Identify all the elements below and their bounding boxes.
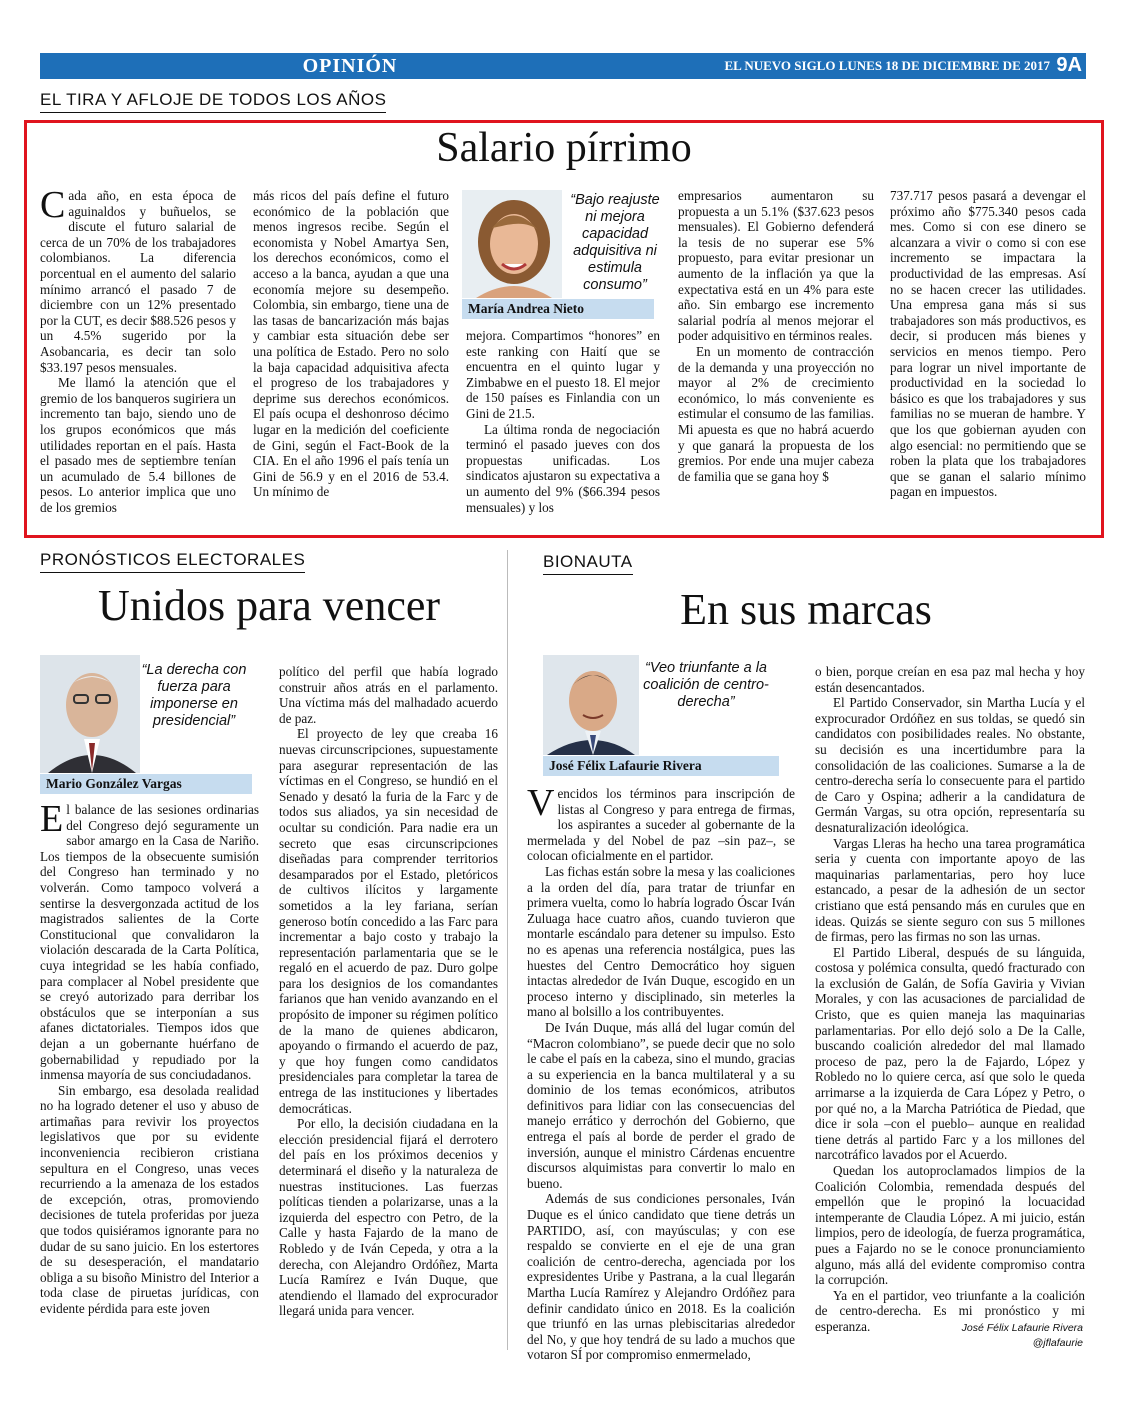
article2-col2-paragraph: El proyecto de ley que creaba 16 nuevas circunscripciones, supuestamente para asegurar representación de las víctimas en el Congreso, se hundió en el Senado y desató la furia de la Farc y de todos sus aliados, ya sin necesidad de ocultar su condición. Para nadie era un secreto que esas circunscripciones diseñadas para comprender territorios desamparados por el Estado, pletóricos de cultivos ilícitos y largamente sometidos a la ley fariana, serían generoso botín concedido a las Farc para incrementar a bajo costo y trabajo la representación parlamentaria que se le regaló en el acuerdo de paz. Duro golpe para los designios de los comandantes farianos que han venido avanzando en el propósito de imponer su régimen político de la mano de quienes abdicaron, apoyando o firmando el acuerdo de paz, y que hoy fungen como candidatos presidenciales para completar la tarea de entrega de las instituciones y libertades democráticas. <box>279 726 498 1116</box>
article2-col1-lead: l balance de las sesiones ordinarias del Congreso dejó seguramente un sabor amargo en la Casa de Nariño. Los tiempos de la obsecuente sumisión del Congreso han terminado y no volverán. Como tampoco volverá a sentirse la desvergonzada actitud de los magistrados salientes de la Corte Constitucional que convalidaron la violación descarada de la Carta Política, cuya integridad se les había confiado, para complacer al Nobel presidente que se creyó autorizado para derribar los obstáculos que se interponían a sus afanes dictatoriales. Tiempos idos que dejan a un gobernante huérfano de gobernabilidad y repudiado por la inmensa mayoría de sus conciudadanos. <box>40 802 259 1083</box>
article1-column-2 <box>253 188 449 520</box>
article3-col2-paragraph: Ya en el partidor, veo triunfante a la coalición de centro-derecha. Es mi pronóstico y mi esperanza. <box>815 1287 1085 1334</box>
article3-author-byline: José Félix Lafaurie Rivera <box>543 756 779 776</box>
article2-column-2 <box>279 664 498 1350</box>
article1-col2-paragraph: más ricos del país define el futuro económico de la población que menos ingresos recibe. Según el economista y Nobel Amartya Sen, los derechos económicos, como el acceso a la banca, ayudan a que una economía mejore su desempeño. Colombia, sin embargo, tiene una de las tasas de bancarización más bajas y cambiar esta situación debe ser una política de Estado. Pero no solo la baja capacidad adquisitiva afecta el progreso de los trabajadores y deprime sus derechos económicos. El país ocupa el deshonroso décimo lugar en la medición del coeficiente de Gini, según el Fact-Book de la CIA. En el año 1996 el país tenía un Gini de 56.9 y en el 2016 de 53.4. Un mínimo de <box>253 188 449 500</box>
article2-col1-paragraph: Sin embargo, esa desolada realidad no ha logrado detener el uso y abuso de artimañas para revivir los proyectos legislativos que por su evidente inconveniencia recibieron cristiana sepultura en el Congreso, unas veces recurriendo a la amenaza de los estados de excepción, otras, promoviendo decisiones de tutela proferidas por jueza que todos quisiéramos ignorante para no dudar de su sano juicio. En los estertores de su desesperación, el mandatario obliga a su bisoño Ministro del Interior a toda clase de piruetas jurídicas, con evidente pérdida para este joven <box>40 1082 259 1316</box>
article1-headline: Salario pírrimo <box>436 125 692 171</box>
author-portrait-icon <box>40 655 140 773</box>
article1-author-photo <box>462 190 562 298</box>
article2-column-1 <box>40 798 259 1350</box>
author-portrait-icon <box>462 190 562 298</box>
masthead-bar <box>40 53 1086 79</box>
article1-dropcap: C <box>40 184 66 226</box>
article3-col2-paragraph: El Partido Conservador, sin Martha Lucía y el exprocurador Ordóñez en sus toldas, se quedó sin candidatos con posibilidades reales. No obstante, su decisión es una incertidumbre para la consolidación de las coaliciones. Sumarse a la de centro-derecha sería lo consecuente para el partido de Caro y Ospina; adherir a la candidatura de Germán Vargas, su otra opción, representaría su desnaturalización ideológica. <box>815 695 1085 835</box>
article3-kicker: BIONAUTA <box>543 552 633 575</box>
article3-col2-paragraph: Quedan los autoproclamados limpios de la Coalición Colombia, remendada después del empellón que le propinó la locuacidad intemperante de Claudia López. A mi juicio, están limpios, pero de ideología, de fuerza programática, pues a Fajardo no se le conoce pronunciamiento alguno, más allá del evidente compromiso contra la corrupción. <box>815 1163 1085 1288</box>
article2-author-byline: Mario González Vargas <box>40 774 252 794</box>
article1-col3-paragraph: mejora. Compartimos “honores” en este ranking con Haití que se encuentra en el quinto lugar y Zimbabwe en el puesto 18. El mejor de 150 países es Finlandia con un Gini de 21.5. <box>466 328 660 421</box>
article1-pull-quote: “Bajo reajuste ni mejora capacidad adquisitiva ni estimula consumo” <box>570 192 660 293</box>
article2-headline: Unidos para vencer <box>97 581 441 630</box>
article3-col1-lead: encidos los términos para inscripción de listas al Congreso y para entrega de firmas, los aspirantes a suceder al gobernante de la mermelada y del Nobel de paz –sin paz–, se colocan oficialmente en el partidor. <box>527 786 795 864</box>
article2-col2-paragraph: Por ello, la decisión ciudadana en la elección presidencial fijará el derrotero del país en los próximos decenios y determinará el diseño y la naturaleza de nuestras instituciones. Las fuerzas políticas tienden a polarizarse, unas a la izquierda del espectro con Petro, de la Calle y hasta Fajardo de la mano de Robledo y de Iván Cepeda, y otra a la derecha, con Alejandro Ordóñez, Marta Lucía Ramírez e Iván Duque, que atendiendo el llamado del exprocurador llegará unida para vencer. <box>279 1116 498 1319</box>
article3-pull-quote: “Veo triunfante a la coalición de centro-derecha” <box>643 660 769 710</box>
article2-dropcap: E <box>40 798 64 840</box>
article1-column-5 <box>890 188 1086 520</box>
article3-col1-paragraph: Además de sus condiciones personales, Iván Duque es el único candidato que tiene detrás un PARTIDO, así, con mayúsculas; y con ese respaldo se convierte en el eje de una gran coalición de centro-derecha, agenciada por los expresidentes Uribe y Pastrana, a la cual llegarán Martha Lucía Ramírez y Alejandro Ordóñez para definir candidato único en 2018. Es la coalición que triunfó en las urnas plebiscitarias alrededor del No, y que hoy tendrá de su lado a muchos que votaron SÍ por compromiso enmermelado, <box>527 1191 795 1363</box>
author-portrait-icon <box>543 655 639 755</box>
article3-dropcap: V <box>527 782 555 824</box>
article1-kicker: EL TIRA Y AFLOJE DE TODOS LOS AÑOS <box>40 90 386 113</box>
article3-author-photo <box>543 655 639 755</box>
article2-col2-paragraph: político del perfil que había logrado construir años atrás en el parlamento. Una víctima más del malhadado acuerdo de paz. <box>279 664 498 726</box>
article2-kicker: PRONÓSTICOS ELECTORALES <box>40 550 305 573</box>
page-number: 9A <box>1056 54 1082 76</box>
article1-col4-paragraph: En un momento de contracción de la demanda y una proyección no mayor al 2% de crecimiento económico, lo más conveniente es estimular el consumo de las familias. Mi apuesta es que no habrá acuerdo y que ganará la propuesta de los gremios. Por ende una mujer cabeza de familia que se gana hoy $ <box>678 343 874 484</box>
article3-col2-paragraph: El Partido Liberal, después de su lánguida, costosa y polémica consulta, quedó fracturado con la exclusión de Galán, de Sofía Gaviria y Vivian Morales, y con las acusaciones de parcialidad de Cristo, que es quien maneja las maquinarias parlamentarias. Por ello dejó solo a De la Calle, buscando coalición alrededor del mal llamado proceso de paz, pero la de Fajardo, López y Robledo no lo quiere cerca, así que solo le queda arrimarse a la izquierda de Cara López y Petro, o por qué no, a la Marcha Patriótica de Piedad, que dice ir sola –con el pueblo– aunque en realidad tiene detrás al partido Farc y a los millones del narcotráfico lavados por el Acuerdo. <box>815 944 1085 1163</box>
article1-col4-paragraph: empresarios aumentaron su propuesta a un 5.1% ($37.623 pesos mensuales). El Gobierno defenderá la tesis de no superar ese 5% propuesto, para evitar presionar un aumento de la inflación ya que la expectativa está en un 4% para este año. Sin embargo ese incremento salarial podría al menos mejorar el poder adquisitivo en términos reales. <box>678 188 874 344</box>
article1-column-3 <box>466 328 660 520</box>
article3-col2-paragraph: o bien, porque creían en esa paz mal hecha y hoy están desencantados. <box>815 664 1085 695</box>
article3-headline: En sus marcas <box>680 585 932 634</box>
article1-col1-paragraph: Me llamó la atención que el gremio de los banqueros sugiriera un incremento tan bajo, siendo uno de los grupos económicos que más utilidades reportan en el país. Hasta el pasado mes de septiembre tenían un acumulado de 5.4 billones de pesos. Lo anterior implica que uno de los gremios <box>40 375 236 515</box>
column-divider <box>507 550 508 1350</box>
article3-col1-paragraph: De Iván Duque, más allá del lugar común del “Macron colombiano”, se puede decir que no solo le cabe el país en la cabeza, sino el mundo, gracias a su experiencia en la banca multilateral y a su dominio de los temas económicos, atributos definitivos para lidiar con las consecuencias del manejo errático y derrochón del Gobierno, que entrega el país al borde de perder el grado de inversión, aunque el ministro Cárdenas encuentre discursos alquimistas para convertir lo malo en bueno. <box>527 1019 795 1191</box>
article1-col1-lead: ada año, en esta época de aguinaldos y buñuelos, se discute el futuro salarial de cerca de un 70% de los trabajadores colombianos. La diferencia porcentual en el aumento del salario mínimo arrancó el pasado 7 de diciembre con un 12% presentado por la CUT, es decir $88.526 pesos y un 4.5% sugerido por la Asobancaria, es decir tan solo $33.197 pesos mensuales. <box>40 188 236 375</box>
article1-column-4 <box>678 188 874 520</box>
article2-author-photo <box>40 655 140 773</box>
article1-author-byline: María Andrea Nieto <box>462 299 654 319</box>
article3-signature-handle: @jflafaurie <box>1032 1337 1083 1349</box>
article1-col3-paragraph: La última ronda de negociación terminó el pasado jueves con dos propuestas unificadas. Los sindicatos ajustaron su expectativa a un aumento del 9% ($66.394 pesos mensuales) y los <box>466 421 660 515</box>
article1-col5-paragraph: 737.717 pesos pasará a devengar el próximo año $775.340 pesos cada mes. Como si con ese dinero se alcanzara a vivir o como si con ese incremento se impactara la productividad de las empresas. Así no se hacen crecer las utilidades. Una empresa gana más si sus trabajadores son más productivos, es decir, si producen más bienes y servicios en menos tiempo. Pero para lograr un nivel importante de productividad en la sociedad lo básico es que los trabajadores y sus familias no se mueran de hambre. Y que los que gobiernan ayuden con algo esencial: no permitiendo que se roben la plata que los trabajadores que se ganan el salario mínimo pagan en impuestos. <box>890 188 1086 500</box>
article3-column-1 <box>527 782 795 1363</box>
article3-col1-paragraph: Las fichas están sobre la mesa y las coaliciones a la orden del día, para tratar de triunfar en primera vuelta, como lo habría logrado Óscar Iván Zuluaga hace cuatro años, cuando tuvieron que montarle escándalo para detener su impulso. Esto no es apenas una referencia nostálgica, pues las huestes del Centro Democrático hoy siguen intactas alrededor de Iván Duque, escogido en un proceso interno y disciplinado, sin meterles la mano al bolsillo a los contribuyentes. <box>527 863 795 1020</box>
section-title: OPINIÓN <box>302 55 398 77</box>
article3-col2-paragraph: Vargas Lleras ha hecho una tarea programática seria y cuenta con importante apoyo de las maquinarias parlamentarias, pero hoy luce estancado, a pesar de la adhesión de un sector cristiano que está pensando más en curules que en ideas. Quizás se siente seguro con sus 5 millones de firmas, pero las firmas no son las urnas. <box>815 835 1085 945</box>
paper-date: EL NUEVO SIGLO LUNES 18 DE DICIEMBRE DE 2017 <box>724 58 1050 73</box>
article2-pull-quote: “La derecha con fuerza para imponerse en presidencial” <box>141 662 247 729</box>
article3-signature-name: José Félix Lafaurie Rivera <box>961 1322 1083 1334</box>
article1-column-1 <box>40 184 236 520</box>
